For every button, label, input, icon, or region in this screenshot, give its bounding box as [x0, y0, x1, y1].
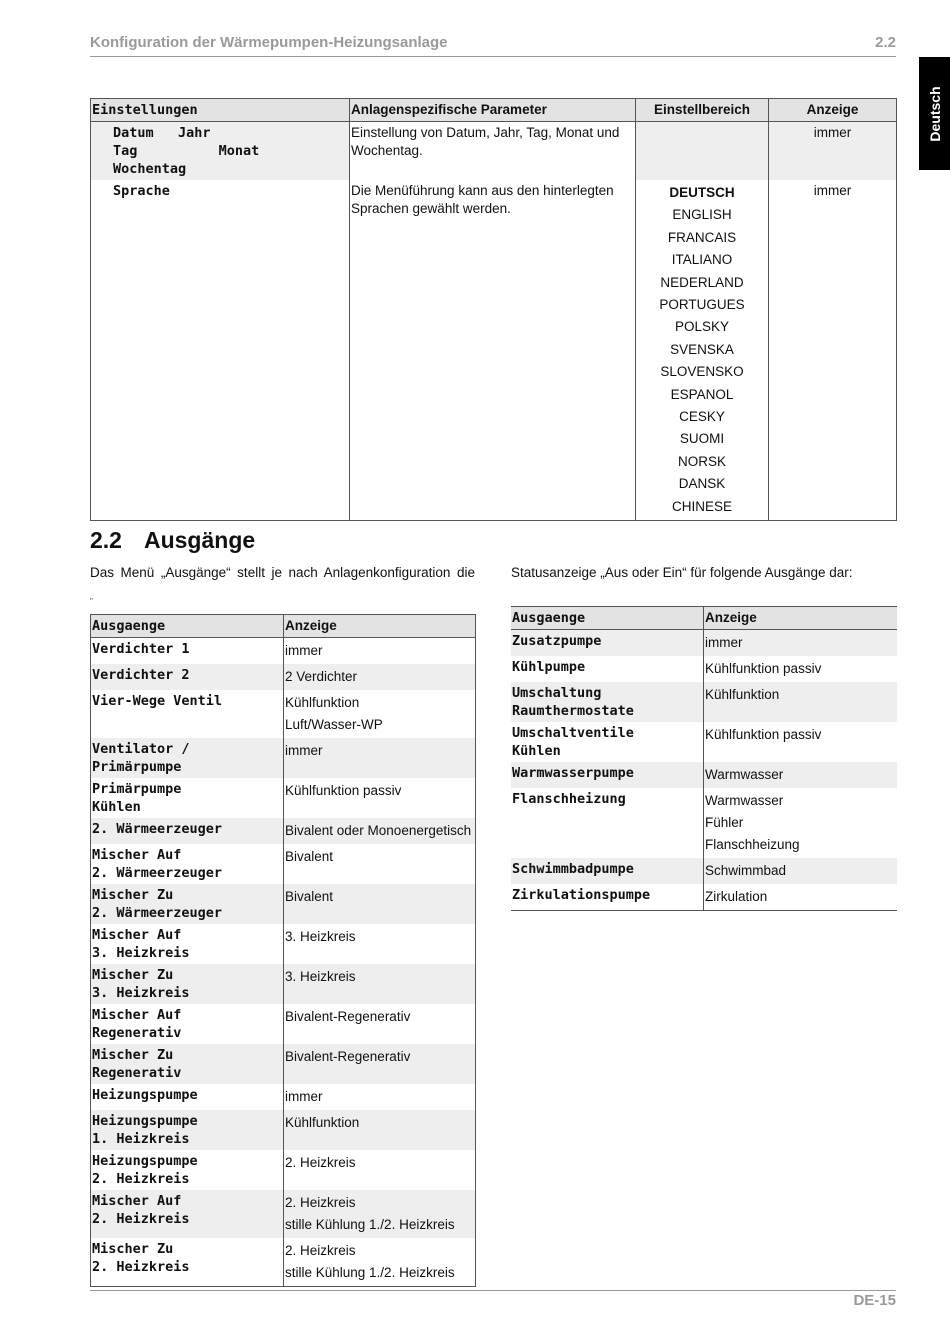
- output-row: [91, 1004, 476, 1044]
- small-mark: ": [90, 597, 93, 606]
- language-option: FRANCAIS: [667, 229, 737, 245]
- output-name: Flanschheizung: [512, 791, 626, 807]
- output-display: 2 Verdichter: [284, 664, 476, 690]
- output-display: Kühlfunktion passiv: [704, 722, 898, 762]
- output-display: 2. Heizkreis stille Kühlung 1./2. Heizkreis: [284, 1190, 476, 1238]
- output-row: [511, 630, 897, 657]
- outputs-table-right: [511, 606, 897, 911]
- output-name: Umschaltung Raumthermostate: [512, 685, 634, 719]
- output-display: Warmwasser Fühler Flanschheizung: [704, 788, 898, 858]
- header-ausgaenge: Ausgaenge: [511, 607, 704, 630]
- output-display: Schwimmbad: [704, 858, 898, 884]
- outputs-table-left: [90, 614, 476, 1287]
- language-option: SLOVENSKO: [660, 364, 744, 380]
- settings-row-datum: [91, 122, 897, 181]
- language-option: NORSK: [677, 453, 726, 469]
- header-ausgaenge: Ausgaenge: [91, 615, 284, 638]
- output-display: 2. Heizkreis: [284, 1150, 476, 1190]
- output-row: [91, 778, 476, 818]
- header-divider: [90, 56, 896, 57]
- header-display: Anzeige: [769, 99, 897, 122]
- output-row: [91, 884, 476, 924]
- output-display: 3. Heizkreis: [284, 964, 476, 1004]
- header-parameter: Anlagenspezifische Parameter: [350, 99, 636, 122]
- output-name: Mischer Zu 2. Heizkreis: [92, 1241, 190, 1275]
- language-option: DANSK: [678, 476, 726, 492]
- output-name: Warmwasserpumpe: [512, 765, 634, 781]
- output-display: Bivalent oder Monoenergetisch: [284, 818, 476, 844]
- output-display: Bivalent-Regenerativ: [284, 1044, 476, 1084]
- outputs-table-header: [91, 615, 476, 638]
- output-display: Kühlfunktion: [284, 1110, 476, 1150]
- output-name: Heizungspumpe 2. Heizkreis: [92, 1153, 198, 1187]
- output-row: [91, 1084, 476, 1110]
- footer-divider: [90, 1290, 896, 1291]
- output-name: Verdichter 2: [92, 667, 190, 683]
- page-header-title: Konfiguration der Wärmepumpen-Heizungsanlage: [90, 34, 448, 51]
- intro-text-left: Das Menü „Ausgänge“ stellt je nach Anlagenkonfiguration die: [90, 565, 475, 580]
- output-row: [91, 924, 476, 964]
- output-display: immer: [284, 738, 476, 778]
- header-anzeige: Anzeige: [284, 615, 476, 638]
- output-row: [511, 656, 897, 682]
- output-name: Zusatzpumpe: [512, 633, 602, 649]
- output-name: Mischer Zu Regenerativ: [92, 1047, 182, 1081]
- output-display: immer: [284, 638, 476, 665]
- setting-display-datum: immer: [769, 122, 897, 181]
- output-row: [91, 738, 476, 778]
- output-row: [91, 1190, 476, 1238]
- output-name: Kühlpumpe: [512, 659, 586, 675]
- output-display: Bivalent: [284, 844, 476, 884]
- header-einstellungen: Einstellungen: [91, 99, 350, 122]
- output-row: [91, 690, 476, 738]
- output-row: [91, 818, 476, 844]
- output-row: [91, 1110, 476, 1150]
- output-display: Zirkulation: [704, 884, 898, 911]
- setting-name-datum: Datum Jahr Tag Monat Wochentag: [113, 125, 260, 177]
- output-name: Vier-Wege Ventil: [92, 693, 223, 709]
- output-display: immer: [284, 1084, 476, 1110]
- output-name: Mischer Auf Regenerativ: [92, 1007, 182, 1041]
- output-name: Mischer Auf 2. Wärmeerzeuger: [92, 847, 223, 881]
- section-heading: 2.2 Ausgänge: [90, 527, 256, 553]
- output-row: [91, 664, 476, 690]
- setting-range-datum: [636, 122, 769, 181]
- output-row: [511, 762, 897, 788]
- language-option: POLSKY: [674, 319, 730, 335]
- output-row: [91, 638, 476, 665]
- setting-name-sprache: Sprache: [113, 183, 170, 199]
- setting-parameter-sprache: Die Menüführung kann aus den hinterlegten Sprachen gewählt werden.: [350, 180, 636, 521]
- output-name: 2. Wärmeerzeuger: [92, 821, 223, 837]
- output-display: 2. Heizkreis stille Kühlung 1./2. Heizkreis: [284, 1238, 476, 1287]
- language-option: ENGLISH: [672, 207, 732, 223]
- output-row: [511, 884, 897, 911]
- output-display: immer: [704, 630, 898, 657]
- output-name: Verdichter 1: [92, 641, 190, 657]
- header-anzeige: Anzeige: [704, 607, 898, 630]
- language-list: [636, 180, 769, 521]
- language-option: PORTUGUES: [659, 297, 745, 313]
- output-name: Ventilator / Primärpumpe: [92, 741, 190, 775]
- output-name: Zirkulationspumpe: [512, 887, 651, 903]
- output-name: Heizungspumpe: [92, 1087, 198, 1103]
- output-display: Bivalent-Regenerativ: [284, 1004, 476, 1044]
- output-row: [511, 788, 897, 858]
- output-row: [511, 722, 897, 762]
- output-display: Kühlfunktion passiv: [284, 778, 476, 818]
- language-side-tab: [919, 57, 950, 170]
- settings-table: [90, 98, 897, 521]
- settings-row-sprache: [91, 180, 897, 521]
- settings-table-header: [91, 99, 897, 122]
- intro-text-right: Statusanzeige „Aus oder Ein“ für folgende Ausgänge dar:: [511, 565, 853, 580]
- output-display: Kühlfunktion passiv: [704, 656, 898, 682]
- output-name: Mischer Zu 3. Heizkreis: [92, 967, 190, 1001]
- side-tab-label: Deutsch: [926, 85, 943, 142]
- page-number: DE-15: [853, 1292, 896, 1309]
- output-display: Bivalent: [284, 884, 476, 924]
- output-row: [91, 1150, 476, 1190]
- language-option: DEUTSCH: [669, 185, 735, 200]
- header-range: Einstellbereich: [636, 99, 769, 122]
- output-name: Primärpumpe Kühlen: [92, 781, 182, 815]
- output-name: Umschaltventile Kühlen: [512, 725, 634, 759]
- language-option: ESPANOL: [670, 386, 734, 402]
- outputs-table-header: [511, 607, 897, 630]
- language-option: CESKY: [679, 409, 725, 425]
- page-header-section-number: 2.2: [875, 34, 896, 51]
- output-display: Warmwasser: [704, 762, 898, 788]
- output-name: Mischer Zu 2. Wärmeerzeuger: [92, 887, 223, 921]
- output-name: Mischer Auf 2. Heizkreis: [92, 1193, 190, 1227]
- output-name: Schwimmbadpumpe: [512, 861, 634, 877]
- output-display: Kühlfunktion Luft/Wasser-WP: [284, 690, 476, 738]
- language-option: SVENSKA: [670, 341, 734, 357]
- output-display: 3. Heizkreis: [284, 924, 476, 964]
- language-option: NEDERLAND: [660, 274, 744, 290]
- output-row: [91, 1238, 476, 1287]
- output-row: [511, 858, 897, 884]
- language-option: SUOMI: [679, 431, 725, 447]
- language-option: ITALIANO: [671, 252, 733, 268]
- output-name: Heizungspumpe 1. Heizkreis: [92, 1113, 198, 1147]
- setting-parameter-datum: Einstellung von Datum, Jahr, Tag, Monat und Wochentag.: [350, 122, 636, 181]
- output-name: Mischer Auf 3. Heizkreis: [92, 927, 190, 961]
- language-option: CHINESE: [671, 498, 732, 514]
- output-display: Kühlfunktion: [704, 682, 898, 722]
- setting-display-sprache: immer: [769, 180, 897, 521]
- output-row: [91, 844, 476, 884]
- output-row: [91, 964, 476, 1004]
- output-row: [511, 682, 897, 722]
- output-row: [91, 1044, 476, 1084]
